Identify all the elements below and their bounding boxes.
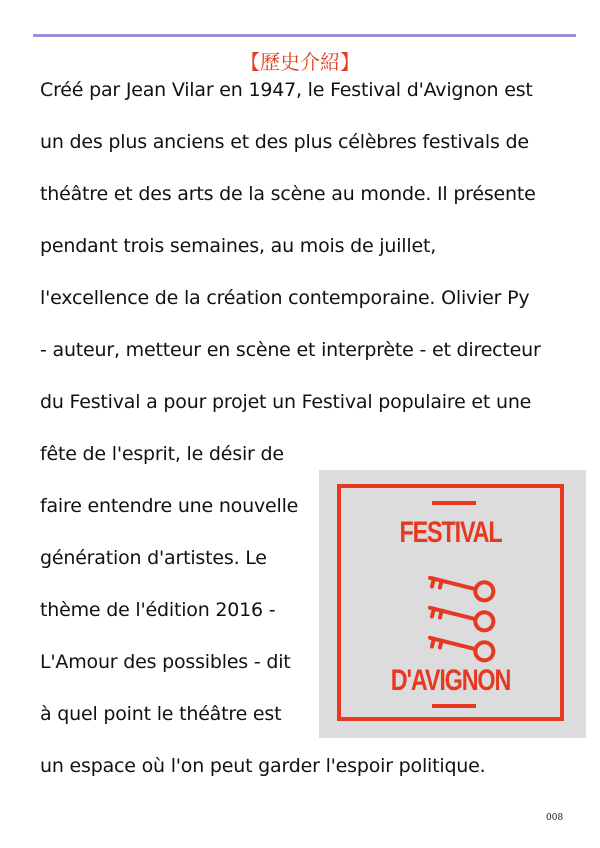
text-line: à quel point le théâtre est [40, 703, 282, 725]
logo-subtitle: D'AVIGNON [390, 664, 511, 697]
section-heading: 【歷史介紹】 [240, 50, 360, 74]
text-line: un espace où l'on peut garder l'espoir politique. [40, 755, 486, 777]
logo-frame [337, 484, 564, 721]
text-line: Créé par Jean Vilar en 1947, le Festival d'Avignon est [40, 79, 533, 101]
text-line: fête de l'esprit, le désir de [40, 443, 284, 465]
text-line: du Festival a pour projet un Festival populaire et une [40, 391, 532, 413]
key-icon [428, 599, 495, 632]
text-line: thème de l'édition 2016 - [40, 599, 276, 621]
logo-top-bar [432, 501, 476, 505]
logo-bottom-bar [432, 704, 476, 708]
text-line: - auteur, metteur en scène et interprète - et directeur [40, 339, 541, 361]
top-rule [33, 34, 576, 37]
logo-title: FESTIVAL [399, 516, 502, 549]
page-number: 008 [546, 813, 564, 823]
text-line: génération d'artistes. Le [40, 547, 267, 569]
text-line: faire entendre une nouvelle [40, 495, 299, 517]
text-line: théâtre et des arts de la scène au monde. Il présente [40, 183, 536, 205]
key-icon [428, 569, 495, 602]
text-line: L'Amour des possibles - dit [40, 651, 291, 673]
text-line: un des plus anciens et des plus célèbres festivals de [40, 131, 529, 153]
key-icon [428, 629, 495, 662]
festival-logo [319, 470, 586, 738]
text-line: pendant trois semaines, au mois de juillet, [40, 235, 437, 257]
keys-icon [423, 568, 503, 664]
text-line: l'excellence de la création contemporaine. Olivier Py [40, 287, 530, 309]
